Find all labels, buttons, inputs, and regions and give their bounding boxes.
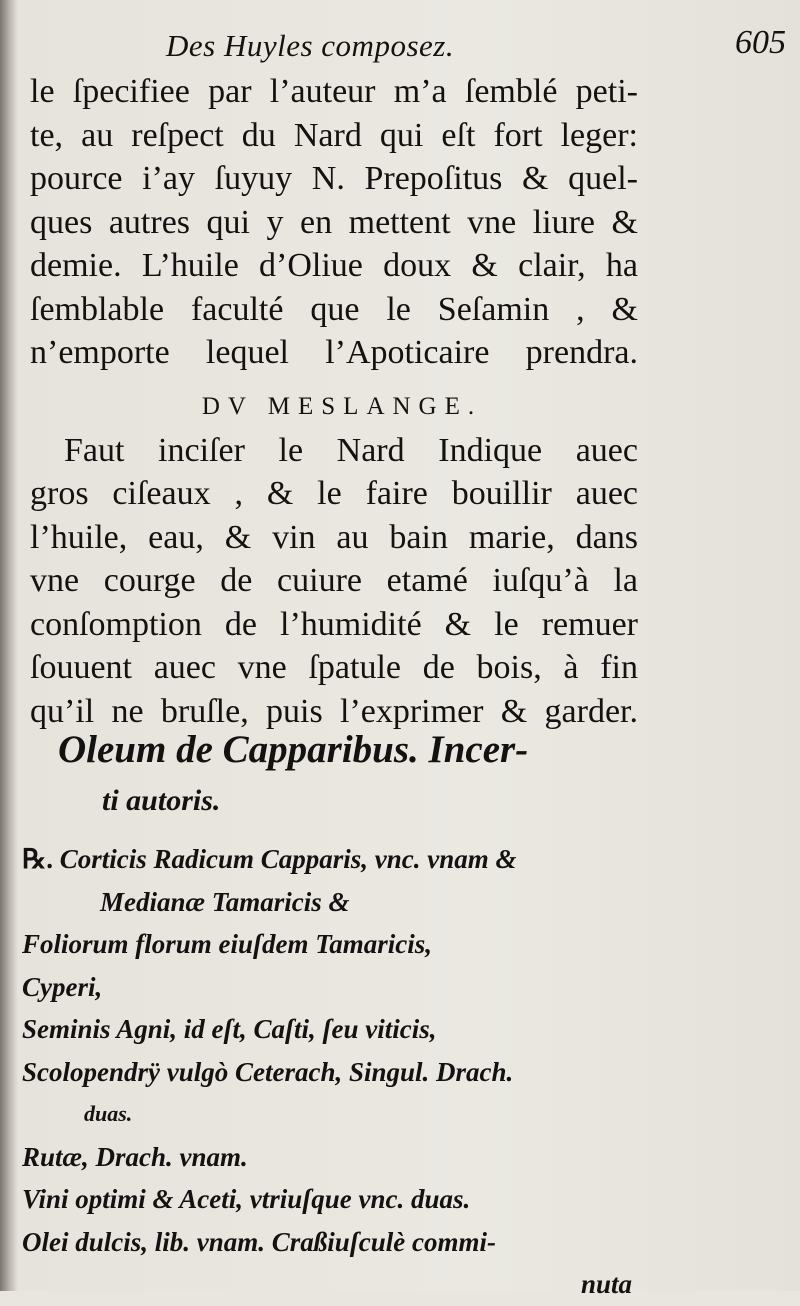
text-line: demie. L’huile d’Oliue doux & clair, ha <box>30 247 638 284</box>
recipe-line: Cyperi, <box>22 971 103 1002</box>
gutter-shadow <box>0 0 18 1291</box>
text-line: pource i’ay ſuyuy N. Prepoſitus & quel- <box>30 160 638 197</box>
text-line: qu’il ne bruſle, puis l’exprimer & garder. <box>30 692 638 730</box>
text-line: gros ciſeaux , & le faire bouillir auec <box>30 475 638 512</box>
recipe-line <box>22 838 632 881</box>
running-title: Des Huyles composez. <box>166 28 455 63</box>
text-line: conſomption de l’humidité & le remuer <box>30 605 638 643</box>
recipe-line: Medianæ Tamaricis & <box>100 886 350 917</box>
recipe-line: Seminis Agni, id eſt, Caſti, ſeu viticis, <box>22 1014 437 1044</box>
recipe-symbol: ℞. <box>22 844 53 874</box>
page-number: 605 <box>735 24 786 61</box>
recipe-title <box>58 724 618 826</box>
page-header <box>30 24 786 74</box>
recipe-title-line: Oleum de Capparibus. Incer- <box>58 728 529 771</box>
recipe-line: duas. <box>84 1101 133 1126</box>
recipe-line: Foliorum florum eiuſdem Tamaricis, <box>22 929 433 959</box>
recipe-line: Olei dulcis, lib. vnam. Craßiuſculè commi- <box>22 1226 496 1257</box>
text-line: ques autres qui y en mettent vne liure & <box>30 203 638 241</box>
text-line: te, au reſpect du Nard qui eſt fort leger: <box>30 116 638 154</box>
text-line: n’emporte lequel l’Apoticaire prendra. <box>30 334 638 371</box>
text-line: l’huile, eau, & vin au bain marie, dans <box>30 518 638 556</box>
recipe-line: Scolopendrÿ vulgò Ceterach, Singul. Drach. <box>22 1056 514 1087</box>
body-text <box>30 70 638 733</box>
section-heading: DV MESLANGE. <box>201 392 483 420</box>
text-line: Faut inciſer le Nard Indique auec <box>64 431 638 469</box>
recipe-line-text: Corticis Radicum Capparis, vnc. vnam & <box>59 844 517 874</box>
recipe-title-line: ti autoris. <box>102 784 221 817</box>
recipe-line: Rutæ, Drach. vnam. <box>22 1141 248 1172</box>
recipe-line: Vini optimi & Aceti, vtriuſque vnc. duas. <box>22 1184 471 1214</box>
text-line: vne courge de cuiure etamé iuſqu’à la <box>30 562 638 599</box>
text-line: le ſpecifiee par l’auteur m’a ſemblé peti- <box>30 73 638 110</box>
recipe-list <box>22 838 632 1306</box>
text-line: ſemblable faculté que le Seſamin , & <box>30 290 638 328</box>
recipe-line: nuta <box>580 1269 632 1299</box>
text-line: ſouuent auec vne ſpatule de bois, à fin <box>30 649 638 686</box>
